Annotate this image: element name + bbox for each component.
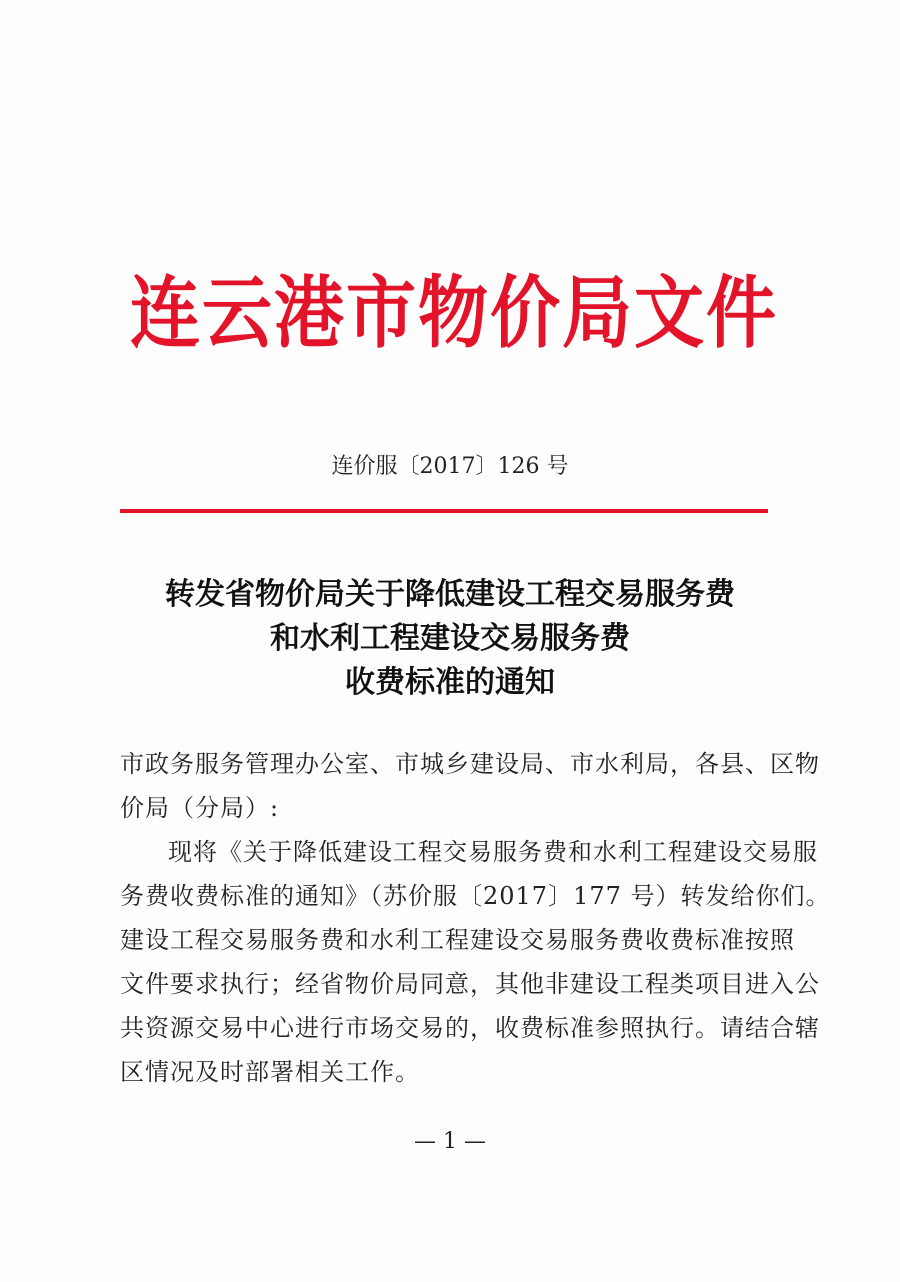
body-line-4: 文件要求执行；经省物价局同意，其他非建设工程类项目进入公 <box>120 970 820 998</box>
page-number: — 1 — <box>414 1129 486 1154</box>
title-line-1: 转发省物价局关于降低建设工程交易服务费 <box>165 577 735 612</box>
body-line-2: 务费收费标准的通知》（苏价服〔2017〕177 号）转发给你们。 <box>120 882 831 910</box>
document-number: 连价服〔2017〕126 号 <box>331 454 569 479</box>
title-line-2: 和水利工程建设交易服务费 <box>270 621 630 656</box>
body-line-5: 共资源交易中心进行市场交易的，收费标准参照执行。请结合辖 <box>120 1014 820 1042</box>
issuing-authority-header: 连云港市物价局文件 <box>130 265 778 359</box>
red-separator-line <box>120 509 768 513</box>
salutation-line-2: 价局（分局）: <box>120 794 280 822</box>
salutation-line-1: 市政务服务管理办公室、市城乡建设局、市水利局，各县、区物 <box>120 750 820 778</box>
title-line-3: 收费标准的通知 <box>345 665 555 700</box>
body-paragraph <box>120 830 831 1094</box>
body-line-3: 建设工程交易服务费和水利工程建设交易服务费收费标准按照 <box>120 926 795 954</box>
salutation <box>120 742 820 830</box>
document-title <box>0 573 900 705</box>
body-line-6: 区情况及时部署相关工作。 <box>120 1058 420 1086</box>
body-line-1: 现将《关于降低建设工程交易服务费和水利工程建设交易服 <box>168 838 818 866</box>
